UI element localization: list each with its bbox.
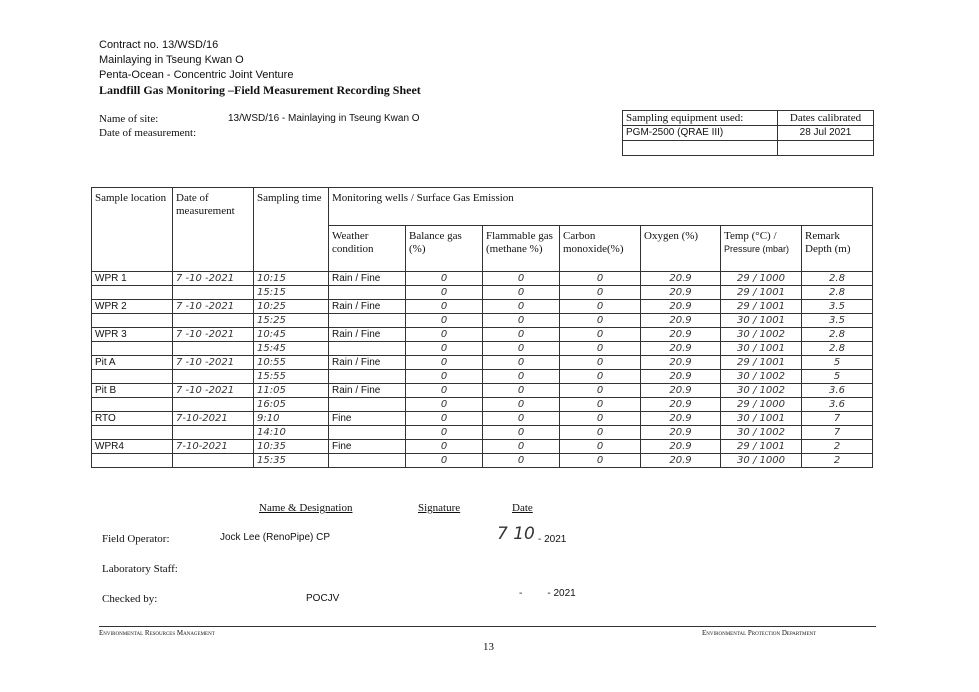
cell-weather — [329, 342, 406, 356]
cell-time: 11:05 — [254, 384, 329, 398]
cell-flam: 0 — [483, 454, 560, 468]
cell-time: 15:35 — [254, 454, 329, 468]
cell-date — [173, 426, 254, 440]
equipment-table — [622, 110, 874, 156]
cell-weather: Rain / Fine — [329, 384, 406, 398]
cell-time: 15:15 — [254, 286, 329, 300]
footer-rule — [99, 626, 876, 627]
cell-loc — [92, 286, 173, 300]
table-row — [92, 328, 873, 342]
cell-rem: 2.8 — [802, 272, 873, 286]
table-row — [92, 412, 873, 426]
cell-loc: RTO — [92, 412, 173, 426]
cell-bal: 0 — [406, 328, 483, 342]
footer-right: Environmental Protection Department — [702, 629, 817, 637]
field-operator-date-year: - 2021 — [538, 534, 567, 545]
cell-date — [173, 314, 254, 328]
cell-co: 0 — [560, 398, 641, 412]
header-pressure: Pressure (mbar) — [724, 244, 790, 254]
cell-flam: 0 — [483, 286, 560, 300]
cell-bal: 0 — [406, 370, 483, 384]
cell-rem: 2.8 — [802, 328, 873, 342]
cell-bal: 0 — [406, 412, 483, 426]
cell-flam: 0 — [483, 398, 560, 412]
cell-date: 7 -10 -2021 — [173, 384, 254, 398]
cell-rem: 7 — [802, 426, 873, 440]
cell-loc: WPR 2 — [92, 300, 173, 314]
cell-temp: 29 / 1001 — [721, 286, 802, 300]
table-row — [92, 314, 873, 328]
cell-temp: 30 / 1001 — [721, 412, 802, 426]
cell-temp: 29 / 1001 — [721, 440, 802, 454]
cell-o2: 20.9 — [641, 272, 721, 286]
signoff-signature-header: Signature — [418, 502, 461, 514]
cell-flam: 0 — [483, 300, 560, 314]
cell-temp: 30 / 1002 — [721, 328, 802, 342]
cell-bal: 0 — [406, 426, 483, 440]
cell-loc — [92, 314, 173, 328]
cell-date — [173, 342, 254, 356]
cell-time: 10:55 — [254, 356, 329, 370]
cell-flam: 0 — [483, 272, 560, 286]
cell-loc: Pit A — [92, 356, 173, 370]
cell-date: 7 -10 -2021 — [173, 272, 254, 286]
checked-by-date: - - 2021 — [519, 588, 576, 599]
field-operator-label: Field Operator: — [102, 533, 170, 545]
table-row — [92, 454, 873, 468]
cell-flam: 0 — [483, 328, 560, 342]
cell-loc: WPR 1 — [92, 272, 173, 286]
table-row — [92, 440, 873, 454]
cell-time: 10:35 — [254, 440, 329, 454]
cell-bal: 0 — [406, 272, 483, 286]
cell-rem: 2.8 — [802, 286, 873, 300]
cell-co: 0 — [560, 454, 641, 468]
cell-bal: 0 — [406, 454, 483, 468]
cell-flam: 0 — [483, 440, 560, 454]
cell-temp: 30 / 1002 — [721, 370, 802, 384]
checked-by-label: Checked by: — [102, 593, 158, 605]
cell-loc: WPR 3 — [92, 328, 173, 342]
header-carbon: Carbon monoxide(%) — [560, 226, 641, 272]
calibrated-header: Dates calibrated — [778, 111, 874, 126]
checked-by-name: POCJV — [306, 593, 340, 604]
page-number: 13 — [483, 641, 494, 653]
signoff-name-header: Name & Designation — [259, 502, 353, 514]
cell-rem: 3.6 — [802, 384, 873, 398]
contract-number: Contract no. 13/WSD/16 — [99, 39, 219, 51]
cell-co: 0 — [560, 384, 641, 398]
cell-o2: 20.9 — [641, 412, 721, 426]
cell-date: 7 -10 -2021 — [173, 300, 254, 314]
cell-bal: 0 — [406, 300, 483, 314]
cell-bal: 0 — [406, 342, 483, 356]
date-of-measurement-label: Date of measurement: — [99, 127, 197, 139]
cell-rem: 7 — [802, 412, 873, 426]
table-row — [92, 272, 873, 286]
cell-time: 10:45 — [254, 328, 329, 342]
cell-weather — [329, 426, 406, 440]
project-name: Mainlaying in Tseung Kwan O — [99, 54, 244, 66]
cell-co: 0 — [560, 440, 641, 454]
cell-flam: 0 — [483, 384, 560, 398]
cell-weather: Rain / Fine — [329, 356, 406, 370]
header-location: Sample location — [92, 188, 173, 272]
cell-rem: 5 — [802, 370, 873, 384]
table-row — [92, 426, 873, 440]
equipment-item: PGM-2500 (QRAE III) — [623, 126, 778, 141]
cell-co: 0 — [560, 300, 641, 314]
cell-loc — [92, 454, 173, 468]
cell-o2: 20.9 — [641, 398, 721, 412]
cell-loc — [92, 398, 173, 412]
header-oxygen: Oxygen (%) — [641, 226, 721, 272]
cell-weather — [329, 370, 406, 384]
header-flammable: Flammable gas (methane %) — [483, 226, 560, 272]
cell-flam: 0 — [483, 370, 560, 384]
cell-flam: 0 — [483, 342, 560, 356]
cell-temp: 29 / 1001 — [721, 356, 802, 370]
cell-o2: 20.9 — [641, 426, 721, 440]
cell-weather: Rain / Fine — [329, 300, 406, 314]
cell-rem: 3.5 — [802, 300, 873, 314]
cell-date: 7-10-2021 — [173, 440, 254, 454]
cell-temp: 30 / 1001 — [721, 342, 802, 356]
cell-time: 16:05 — [254, 398, 329, 412]
calibration-date: 28 Jul 2021 — [778, 126, 874, 141]
cell-rem: 3.5 — [802, 314, 873, 328]
table-row — [92, 398, 873, 412]
cell-co: 0 — [560, 370, 641, 384]
cell-co: 0 — [560, 314, 641, 328]
cell-time: 10:15 — [254, 272, 329, 286]
cell-loc: WPR4 — [92, 440, 173, 454]
lab-staff-label: Laboratory Staff: — [102, 563, 178, 575]
cell-bal: 0 — [406, 440, 483, 454]
cell-o2: 20.9 — [641, 342, 721, 356]
cell-o2: 20.9 — [641, 356, 721, 370]
table-row — [92, 342, 873, 356]
cell-rem: 3.6 — [802, 398, 873, 412]
cell-temp: 29 / 1000 — [721, 272, 802, 286]
equipment-empty-cell — [623, 141, 778, 156]
cell-temp: 30 / 1000 — [721, 454, 802, 468]
cell-bal: 0 — [406, 356, 483, 370]
cell-date — [173, 370, 254, 384]
cell-o2: 20.9 — [641, 300, 721, 314]
cell-weather — [329, 286, 406, 300]
cell-time: 15:45 — [254, 342, 329, 356]
cell-time: 15:55 — [254, 370, 329, 384]
cell-weather — [329, 314, 406, 328]
cell-bal: 0 — [406, 314, 483, 328]
cell-flam: 0 — [483, 314, 560, 328]
cell-o2: 20.9 — [641, 440, 721, 454]
cell-bal: 0 — [406, 398, 483, 412]
cell-flam: 0 — [483, 412, 560, 426]
cell-date: 7 -10 -2021 — [173, 356, 254, 370]
cell-rem: 5 — [802, 356, 873, 370]
cell-o2: 20.9 — [641, 328, 721, 342]
table-row — [92, 300, 873, 314]
cell-loc — [92, 426, 173, 440]
cell-date — [173, 454, 254, 468]
cell-flam: 0 — [483, 356, 560, 370]
equipment-header: Sampling equipment used: — [623, 111, 778, 126]
site-name-label: Name of site: — [99, 113, 159, 125]
header-temp: Temp (°C) / — [724, 230, 777, 242]
cell-weather — [329, 454, 406, 468]
cell-date: 7-10-2021 — [173, 412, 254, 426]
cell-loc: Pit B — [92, 384, 173, 398]
cell-o2: 20.9 — [641, 314, 721, 328]
table-row — [92, 370, 873, 384]
cell-o2: 20.9 — [641, 454, 721, 468]
cell-o2: 20.9 — [641, 370, 721, 384]
header-remark: Remark Depth (m) — [802, 226, 873, 272]
field-operator-name: Jock Lee (RenoPipe) CP — [220, 532, 331, 543]
cell-date — [173, 398, 254, 412]
cell-temp: 30 / 1001 — [721, 314, 802, 328]
contractor-name: Penta-Ocean - Concentric Joint Venture — [99, 69, 294, 81]
cell-weather — [329, 398, 406, 412]
cell-weather: Fine — [329, 440, 406, 454]
equipment-empty-cell — [778, 141, 874, 156]
cell-weather: Rain / Fine — [329, 272, 406, 286]
cell-rem: 2 — [802, 440, 873, 454]
cell-temp: 30 / 1002 — [721, 384, 802, 398]
cell-loc — [92, 342, 173, 356]
cell-co: 0 — [560, 286, 641, 300]
table-row — [92, 384, 873, 398]
header-group: Monitoring wells / Surface Gas Emission — [329, 188, 873, 226]
cell-co: 0 — [560, 342, 641, 356]
cell-loc — [92, 370, 173, 384]
table-row — [92, 356, 873, 370]
cell-temp: 30 / 1002 — [721, 426, 802, 440]
header-date: Date of measurement — [173, 188, 254, 272]
cell-bal: 0 — [406, 286, 483, 300]
cell-temp: 29 / 1001 — [721, 300, 802, 314]
cell-time: 10:25 — [254, 300, 329, 314]
cell-date: 7 -10 -2021 — [173, 328, 254, 342]
cell-o2: 20.9 — [641, 384, 721, 398]
cell-temp: 29 / 1000 — [721, 398, 802, 412]
site-name-value: 13/WSD/16 - Mainlaying in Tseung Kwan O — [228, 113, 420, 124]
table-row — [92, 286, 873, 300]
cell-bal: 0 — [406, 384, 483, 398]
cell-date — [173, 286, 254, 300]
cell-co: 0 — [560, 356, 641, 370]
measurement-table — [91, 187, 873, 468]
cell-rem: 2 — [802, 454, 873, 468]
cell-co: 0 — [560, 426, 641, 440]
signoff-date-header: Date — [512, 502, 533, 514]
cell-weather: Fine — [329, 412, 406, 426]
header-time: Sampling time — [254, 188, 329, 272]
sheet-title: Landfill Gas Monitoring –Field Measurement Recording Sheet — [99, 83, 421, 97]
cell-o2: 20.9 — [641, 286, 721, 300]
cell-weather: Rain / Fine — [329, 328, 406, 342]
footer-left: Environmental Resources Management — [99, 629, 215, 637]
header-weather: Weather condition — [329, 226, 406, 272]
cell-time: 14:10 — [254, 426, 329, 440]
cell-time: 15:25 — [254, 314, 329, 328]
cell-time: 9:10 — [254, 412, 329, 426]
cell-co: 0 — [560, 412, 641, 426]
header-balance: Balance gas (%) — [406, 226, 483, 272]
cell-co: 0 — [560, 272, 641, 286]
cell-flam: 0 — [483, 426, 560, 440]
field-operator-date-handwritten: 7 10 — [497, 524, 535, 544]
cell-rem: 2.8 — [802, 342, 873, 356]
cell-co: 0 — [560, 328, 641, 342]
